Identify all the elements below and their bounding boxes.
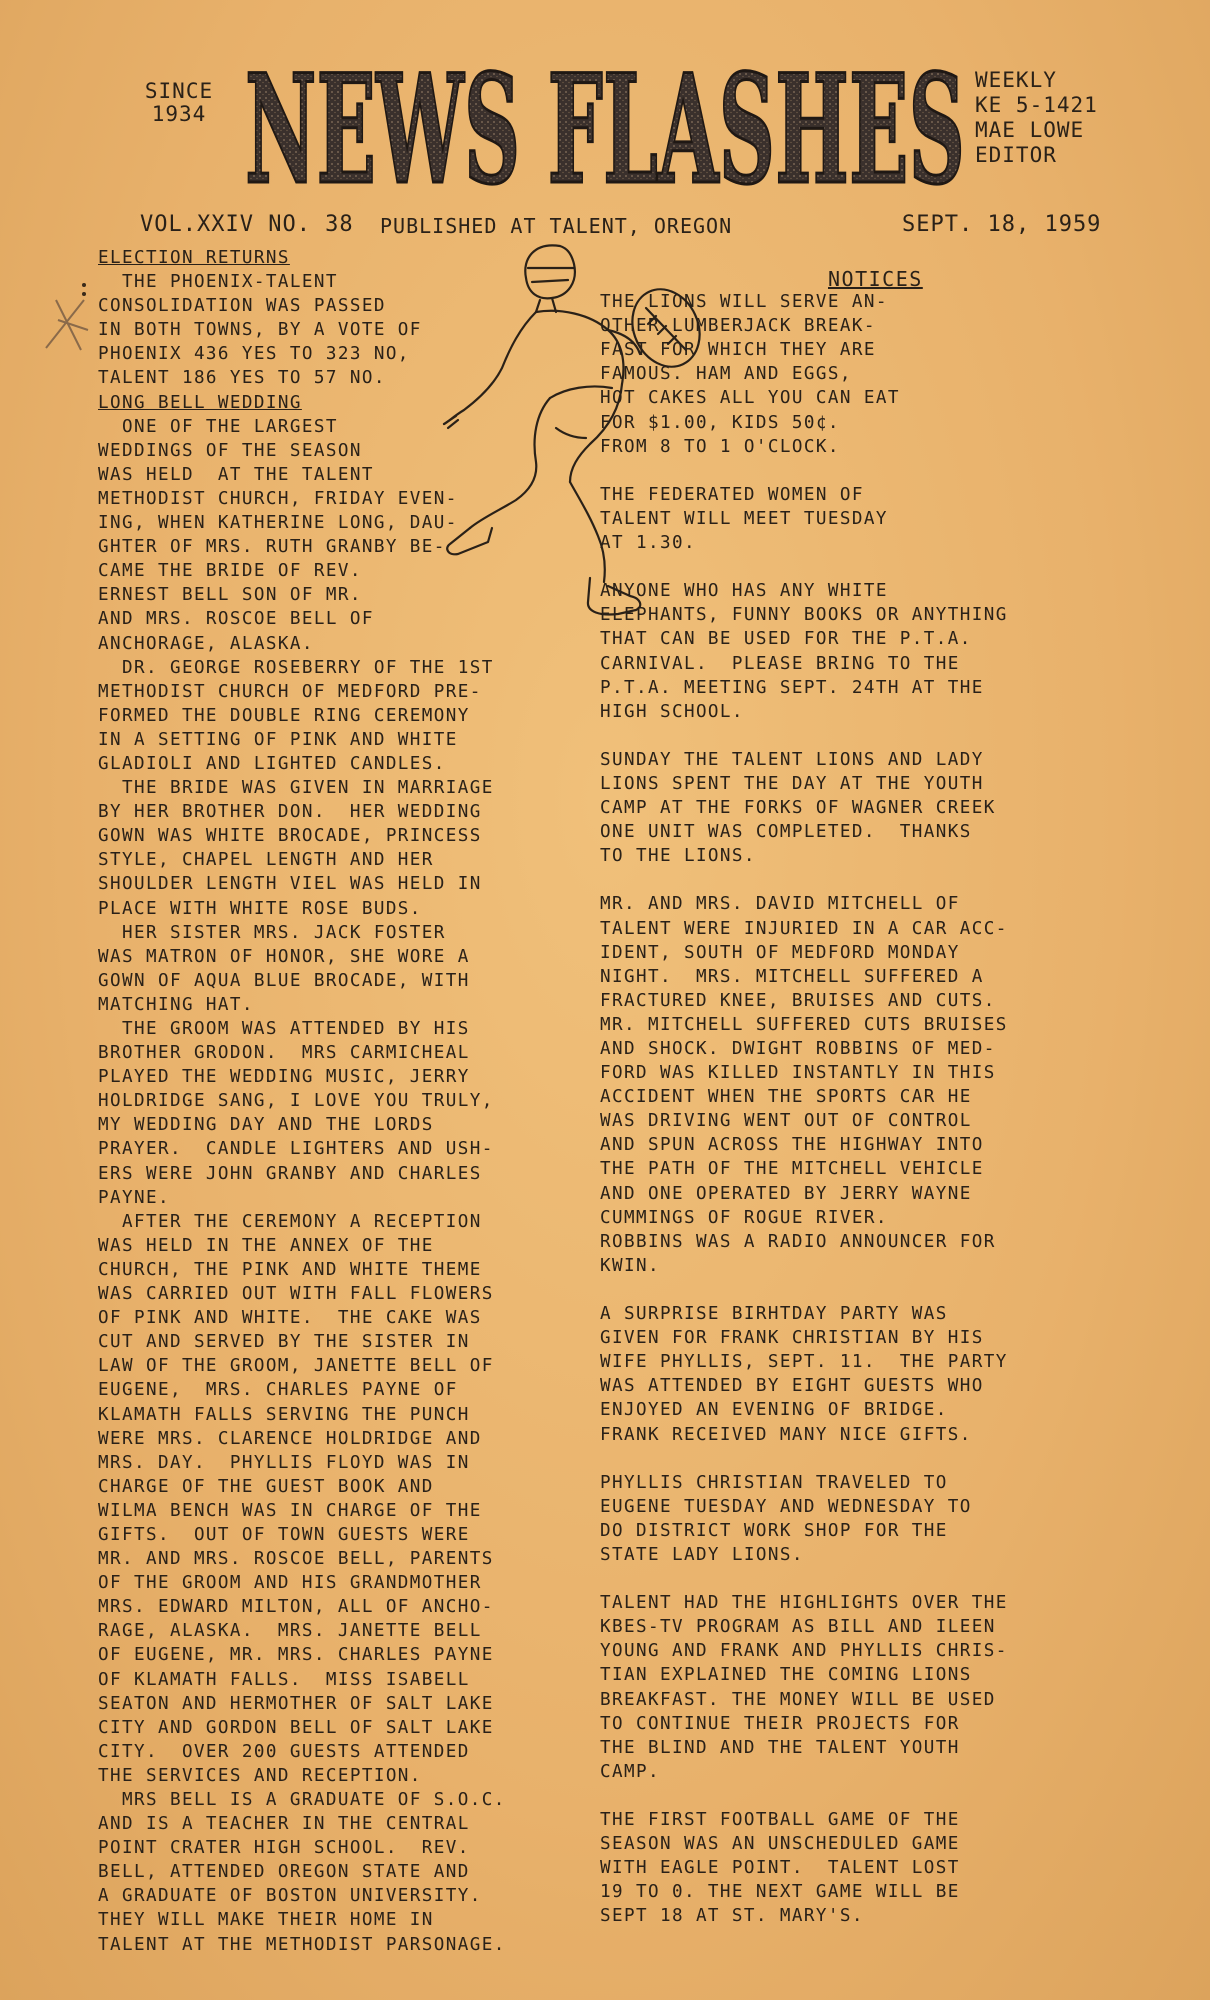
article-text-line: TALENT WERE INJURIED IN A CAR ACC- bbox=[600, 918, 1008, 939]
article-text-line bbox=[600, 459, 1120, 483]
article-text-line: ENJOYED AN EVENING OF BRIDGE. bbox=[600, 1400, 948, 1421]
article-text-line bbox=[600, 1447, 1120, 1471]
article-text-line: WIFE PHYLLIS, SEPT. 11. THE PARTY bbox=[600, 1352, 1008, 1373]
article-text-line: ERS WERE JOHN GRANBY AND CHARLES bbox=[98, 1163, 482, 1184]
article-text-line: SEPT 18 AT ST. MARY'S. bbox=[600, 1906, 864, 1927]
article-heading: LONG BELL WEDDING bbox=[98, 392, 302, 413]
article-text-line: SEATON AND HERMOTHER OF SALT LAKE bbox=[98, 1693, 494, 1714]
article-text-line: FRANK RECEIVED MANY NICE GIFTS. bbox=[600, 1424, 972, 1445]
article-text-line: AFTER THE CEREMONY A RECEPTION bbox=[98, 1211, 482, 1232]
article-text-line: THE BLIND AND THE TALENT YOUTH bbox=[600, 1737, 960, 1758]
article-text-line: GOWN WAS WHITE BROCADE, PRINCESS bbox=[98, 826, 482, 847]
article-text-line: DR. GEORGE ROSEBERRY OF THE 1ST bbox=[98, 657, 494, 678]
article-text-line: THEY WILL MAKE THEIR HOME IN bbox=[98, 1910, 434, 1931]
article-text-line: LIONS SPENT THE DAY AT THE YOUTH bbox=[600, 773, 984, 794]
article-text-line: METHODIST CHURCH OF MEDFORD PRE- bbox=[98, 681, 482, 702]
article-text-line: THE BRIDE WAS GIVEN IN MARRIAGE bbox=[98, 778, 494, 799]
article-text-line: ELEPHANTS, FUNNY BOOKS OR ANYTHING bbox=[600, 605, 1008, 626]
article-text-line: THE GROOM WAS ATTENDED BY HIS bbox=[98, 1019, 470, 1039]
article-text-line bbox=[600, 1278, 1120, 1302]
article-text-line: ING, WHEN KATHERINE LONG, DAU- bbox=[98, 513, 458, 534]
article-text-line: WAS DRIVING WENT OUT OF CONTROL bbox=[600, 1111, 972, 1132]
article-text-line: MRS. DAY. PHYLLIS FLOYD WAS IN bbox=[98, 1452, 470, 1473]
article-text-line: SUNDAY THE TALENT LIONS AND LADY bbox=[600, 749, 984, 770]
article-text-line: TO CONTINUE THEIR PROJECTS FOR bbox=[600, 1713, 960, 1734]
article-text-line: AND ONE OPERATED BY JERRY WAYNE bbox=[600, 1183, 972, 1204]
article-text-line: CAME THE BRIDE OF REV. bbox=[98, 561, 362, 582]
article-text-line: GIFTS. OUT OF TOWN GUESTS WERE bbox=[98, 1524, 470, 1545]
article-text-line: ROBBINS WAS A RADIO ANNOUNCER FOR bbox=[600, 1231, 996, 1252]
article-text-line: 19 TO 0. THE NEXT GAME WILL BE bbox=[600, 1882, 960, 1903]
article-text-line: KWIN. bbox=[600, 1255, 660, 1276]
article-text-line: THE FEDERATED WOMEN OF bbox=[600, 484, 864, 505]
article-text-line: ONE OF THE LARGEST bbox=[98, 416, 338, 437]
article-text-line: AND SHOCK. DWIGHT ROBBINS OF MED- bbox=[600, 1039, 996, 1059]
article-text-line: TALENT WILL MEET TUESDAY bbox=[600, 508, 888, 529]
article-text-line: IN BOTH TOWNS, BY A VOTE OF bbox=[98, 320, 422, 341]
article-text-line bbox=[600, 266, 1120, 290]
article-text-line: ACCIDENT WHEN THE SPORTS CAR HE bbox=[600, 1087, 972, 1108]
article-text-line: HER SISTER MRS. JACK FOSTER bbox=[98, 922, 446, 943]
article-text-line: WILMA BENCH WAS IN CHARGE OF THE bbox=[98, 1500, 482, 1521]
article-text-line: PAYNE. bbox=[98, 1187, 170, 1208]
article-text-line: WEDDINGS OF THE SEASON bbox=[98, 440, 362, 461]
notices-heading: NOTICES bbox=[828, 267, 923, 291]
article-text-line: AT 1.30. bbox=[600, 533, 696, 554]
article-text-line: POINT CRATER HIGH SCHOOL. REV. bbox=[98, 1838, 470, 1859]
masthead-title bbox=[240, 60, 970, 200]
article-text-line: FORD WAS KILLED INSTANTLY IN THIS bbox=[600, 1063, 996, 1084]
editor-block bbox=[975, 68, 1195, 168]
article-text-line: THE FIRST FOOTBALL GAME OF THE bbox=[600, 1810, 960, 1830]
article-text-line: WAS HELD IN THE ANNEX OF THE bbox=[98, 1235, 434, 1256]
article-text-line: GLADIOLI AND LIGHTED CANDLES. bbox=[98, 753, 446, 774]
article-text-line: A GRADUATE OF BOSTON UNIVERSITY. bbox=[98, 1886, 482, 1907]
weekly-line: WEEKLY bbox=[975, 68, 1057, 92]
article-text-line: METHODIST CHURCH, FRIDAY EVEN- bbox=[98, 488, 458, 509]
article-text-line: BREAKFAST. THE MONEY WILL BE USED bbox=[600, 1689, 996, 1710]
article-heading: ELECTION RETURNS bbox=[98, 248, 290, 268]
article-text-line: FORMED THE DOUBLE RING CEREMONY bbox=[98, 705, 470, 726]
article-text-line: FROM 8 TO 1 O'CLOCK. bbox=[600, 436, 840, 457]
article-text-line: IN A SETTING OF PINK AND WHITE bbox=[98, 729, 458, 750]
article-text-line: PLACE WITH WHITE ROSE BUDS. bbox=[98, 898, 422, 919]
article-text-line: IDENT, SOUTH OF MEDFORD MONDAY bbox=[600, 942, 960, 963]
article-text-line bbox=[600, 1567, 1120, 1591]
right-column-notices bbox=[600, 266, 1120, 1928]
article-text-line: LAW OF THE GROOM, JANETTE BELL OF bbox=[98, 1356, 494, 1377]
editor-name-line: MAE LOWE bbox=[975, 118, 1085, 142]
article-text-line: PHOENIX 436 YES TO 323 NO, bbox=[98, 344, 410, 365]
article-text-line: TIAN EXPLAINED THE COMING LIONS bbox=[600, 1665, 972, 1686]
article-text-line: OF EUGENE, MR. MRS. CHARLES PAYNE bbox=[98, 1645, 494, 1666]
article-text-line: OTHER LUMBERJACK BREAK- bbox=[600, 316, 876, 337]
article-text-line: SHOULDER LENGTH VIEL WAS HELD IN bbox=[98, 874, 482, 895]
article-text-line: MRS BELL IS A GRADUATE OF S.O.C. bbox=[98, 1790, 506, 1810]
article-text-line: MRS. EDWARD MILTON, ALL OF ANCHO- bbox=[98, 1597, 494, 1618]
article-text-line: MR. MITCHELL SUFFERED CUTS BRUISES bbox=[600, 1014, 1008, 1035]
article-text-line: DO DISTRICT WORK SHOP FOR THE bbox=[600, 1520, 948, 1541]
article-text-line: BROTHER GRODON. MRS CARMICHEAL bbox=[98, 1043, 470, 1064]
article-text-line: OF THE GROOM AND HIS GRANDMOTHER bbox=[98, 1573, 482, 1594]
article-text-line: CARNIVAL. PLEASE BRING TO THE bbox=[600, 653, 960, 674]
article-text-line: CAMP. bbox=[600, 1761, 660, 1782]
article-text-line: FRACTURED KNEE, BRUISES AND CUTS. bbox=[600, 990, 996, 1011]
article-text-line: OF PINK AND WHITE. THE CAKE WAS bbox=[98, 1308, 482, 1329]
article-text-line: A SURPRISE BIRHTDAY PARTY WAS bbox=[600, 1304, 948, 1325]
article-text-line: SEASON WAS AN UNSCHEDULED GAME bbox=[600, 1834, 960, 1855]
article-text-line: PRAYER. CANDLE LIGHTERS AND USH- bbox=[98, 1139, 494, 1160]
article-text-line: CUMMINGS OF ROGUE RIVER. bbox=[600, 1207, 888, 1228]
article-text-line: AND SPUN ACROSS THE HIGHWAY INTO bbox=[600, 1135, 984, 1156]
article-text-line: P.T.A. MEETING SEPT. 24TH AT THE bbox=[600, 677, 984, 698]
article-text-line: STYLE, CHAPEL LENGTH AND HER bbox=[98, 850, 434, 871]
masthead-title-art bbox=[240, 60, 970, 200]
article-text-line: MR. AND MRS. DAVID MITCHELL OF bbox=[600, 894, 960, 915]
article-text-line: CHARGE OF THE GUEST BOOK AND bbox=[98, 1476, 434, 1497]
article-text-line: MATCHING HAT. bbox=[98, 994, 254, 1015]
phone-line: KE 5-1421 bbox=[975, 93, 1098, 117]
article-text-line: EUGENE TUESDAY AND WEDNESDAY TO bbox=[600, 1496, 972, 1517]
article-text-line: KLAMATH FALLS SERVING THE PUNCH bbox=[98, 1404, 470, 1425]
article-text-line: WAS ATTENDED BY EIGHT GUESTS WHO bbox=[600, 1376, 984, 1397]
article-text-line: HIGH SCHOOL. bbox=[600, 701, 744, 722]
masthead-title-text: NEWS FLASHES bbox=[245, 60, 965, 200]
article-text-line: FAST FOR WHICH THEY ARE bbox=[600, 340, 876, 361]
article-text-line: WAS HELD AT THE TALENT bbox=[98, 464, 374, 485]
editor-title-line: EDITOR bbox=[975, 143, 1057, 167]
article-text-line: TALENT AT THE METHODIST PARSONAGE. bbox=[98, 1934, 506, 1955]
article-text-line: THAT CAN BE USED FOR THE P.T.A. bbox=[600, 629, 972, 650]
article-text-line: WITH EAGLE POINT. TALENT LOST bbox=[600, 1858, 960, 1879]
article-text-line: BELL, ATTENDED OREGON STATE AND bbox=[98, 1862, 470, 1883]
article-text-line: KBES-TV PROGRAM AS BILL AND ILEEN bbox=[600, 1617, 996, 1638]
article-text-line: TO THE LIONS. bbox=[600, 846, 756, 867]
article-text-line: FAMOUS. HAM AND EGGS, bbox=[600, 364, 852, 385]
handwritten-mark bbox=[36, 280, 106, 370]
article-text-line bbox=[600, 724, 1120, 748]
article-text-line: EUGENE, MRS. CHARLES PAYNE OF bbox=[98, 1380, 458, 1401]
article-text-line: WAS MATRON OF HONOR, SHE WORE A bbox=[98, 946, 470, 967]
article-text-line: ANYONE WHO HAS ANY WHITE bbox=[600, 581, 888, 602]
volume-number: VOL.XXIV NO. 38 bbox=[140, 212, 354, 237]
article-text-line: THE SERVICES AND RECEPTION. bbox=[98, 1765, 422, 1786]
published-location: PUBLISHED AT TALENT, OREGON bbox=[380, 214, 733, 238]
article-text-line: ERNEST BELL SON OF MR. bbox=[98, 585, 362, 606]
article-text-line: ONE UNIT WAS COMPLETED. THANKS bbox=[600, 822, 972, 843]
article-text-line: GOWN OF AQUA BLUE BROCADE, WITH bbox=[98, 970, 470, 991]
article-text-line: AND MRS. ROSCOE BELL OF bbox=[98, 609, 374, 630]
article-text-line: CUT AND SERVED BY THE SISTER IN bbox=[98, 1332, 470, 1353]
article-text-line: TALENT HAD THE HIGHLIGHTS OVER THE bbox=[600, 1593, 1008, 1614]
article-text-line: TALENT 186 YES TO 57 NO. bbox=[98, 368, 386, 389]
article-text-line: NIGHT. MRS. MITCHELL SUFFERED A bbox=[600, 966, 984, 987]
article-text-line: PLAYED THE WEDDING MUSIC, JERRY bbox=[98, 1067, 470, 1088]
article-text-line bbox=[600, 555, 1120, 579]
article-text-line: CITY. OVER 200 GUESTS ATTENDED bbox=[98, 1741, 470, 1762]
article-text-line: ANCHORAGE, ALASKA. bbox=[98, 633, 314, 654]
since-label: SINCE 1934 bbox=[144, 79, 214, 126]
article-text-line: OF KLAMATH FALLS. MISS ISABELL bbox=[98, 1669, 470, 1690]
article-text-line: CAMP AT THE FORKS OF WAGNER CREEK bbox=[600, 798, 996, 819]
article-text-line: STATE LADY LIONS. bbox=[600, 1544, 804, 1565]
article-text-line: WERE MRS. CLARENCE HOLDRIDGE AND bbox=[98, 1428, 482, 1449]
article-text-line bbox=[600, 868, 1120, 892]
article-text-line: CITY AND GORDON BELL OF SALT LAKE bbox=[98, 1717, 494, 1738]
article-text-line: GIVEN FOR FRANK CHRISTIAN BY HIS bbox=[600, 1328, 984, 1349]
article-text-line: GHTER OF MRS. RUTH GRANBY BE- bbox=[98, 537, 446, 558]
article-text-line: THE PHOENIX-TALENT bbox=[98, 272, 338, 293]
article-text-line: THE PATH OF THE MITCHELL VEHICLE bbox=[600, 1159, 984, 1180]
article-text-line: HOLDRIDGE SANG, I LOVE YOU TRULY, bbox=[98, 1091, 494, 1112]
article-text-line: RAGE, ALASKA. MRS. JANETTE BELL bbox=[98, 1621, 482, 1642]
article-text-line: PHYLLIS CHRISTIAN TRAVELED TO bbox=[600, 1472, 948, 1493]
article-text-line: MR. AND MRS. ROSCOE BELL, PARENTS bbox=[98, 1549, 494, 1570]
article-text-line: HOT CAKES ALL YOU CAN EAT bbox=[600, 388, 900, 409]
left-column-articles bbox=[98, 246, 608, 1957]
article-text-line: AND IS A TEACHER IN THE CENTRAL bbox=[98, 1814, 470, 1835]
article-text-line: CHURCH, THE PINK AND WHITE THEME bbox=[98, 1259, 482, 1280]
article-text-line: YOUNG AND FRANK AND PHYLLIS CHRIS- bbox=[600, 1641, 1008, 1662]
issue-date: SEPT. 18, 1959 bbox=[902, 212, 1102, 237]
article-text-line: MY WEDDING DAY AND THE LORDS bbox=[98, 1115, 434, 1136]
article-text-line: CONSOLIDATION WAS PASSED bbox=[98, 296, 386, 317]
article-text-line: WAS CARRIED OUT WITH FALL FLOWERS bbox=[98, 1284, 494, 1305]
article-text-line: BY HER BROTHER DON. HER WEDDING bbox=[98, 802, 482, 823]
article-text-line bbox=[600, 1784, 1120, 1808]
article-text-line: THE LIONS WILL SERVE AN- bbox=[600, 292, 888, 313]
article-text-line: FOR $1.00, KIDS 50¢. bbox=[600, 412, 840, 433]
